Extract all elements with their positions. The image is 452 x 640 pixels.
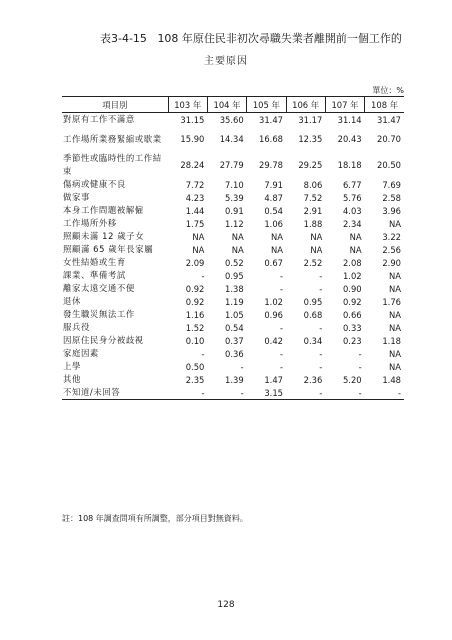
row-label: 對原有工作不滿意: [63, 114, 135, 124]
table-cell: 0.50: [185, 361, 205, 372]
table-cell: 7.10: [225, 179, 244, 190]
page-number: 128: [217, 600, 235, 610]
table-title-line2: 主要原因: [204, 56, 248, 67]
header-year: 106 年: [286, 97, 325, 113]
table-row: [62, 152, 404, 178]
table-cell: 29.78: [259, 160, 283, 170]
header-year: 107 年: [325, 97, 364, 113]
table-cell: 7.91: [264, 179, 283, 190]
table-cell: 0.96: [264, 309, 283, 320]
table-cell: 0.10: [185, 335, 205, 346]
table-cell: 1.19: [225, 296, 244, 307]
table-cell: -: [240, 361, 244, 372]
table-cell: 20.50: [377, 160, 401, 170]
table-cell: 0.92: [185, 283, 205, 294]
table-cell: 18.18: [337, 160, 362, 170]
table-cell: 31.47: [259, 114, 283, 125]
row-label: 發生職災無法工作: [63, 309, 135, 319]
table-row: [62, 217, 404, 230]
table-cell: 14.34: [219, 134, 244, 144]
table-cell: 4.03: [342, 205, 362, 216]
table-cell: 20.43: [337, 134, 362, 144]
table-row: [62, 204, 404, 217]
row-label: 不知道/未回答: [62, 386, 168, 400]
table-cell: -: [358, 361, 362, 372]
row-label: 退休: [63, 296, 81, 306]
table-cell: 1.06: [264, 218, 283, 229]
table-cell: NA: [389, 361, 401, 372]
table-cell: 1.88: [303, 218, 323, 229]
table-row: [62, 295, 404, 308]
table-cell: NA: [389, 348, 401, 359]
table-cell: 0.33: [342, 322, 362, 333]
table-cell: 31.14: [337, 114, 362, 125]
table-cell: -: [207, 386, 246, 400]
table-cell: 0.90: [342, 283, 362, 294]
table-cell: 7.52: [303, 192, 323, 203]
table-row: [62, 243, 404, 256]
table-cell: 0.42: [264, 335, 283, 346]
table-row: [62, 269, 404, 282]
table-cell: NA: [389, 218, 401, 229]
table-row: [62, 347, 404, 360]
table-body: [62, 113, 404, 400]
table-cell: 5.39: [225, 192, 244, 203]
table-cell: 27.79: [219, 160, 244, 170]
table-cell: 16.68: [259, 134, 283, 144]
table-cell: 1.02: [264, 296, 283, 307]
table-cell: -: [279, 322, 283, 333]
table-cell: -: [319, 361, 323, 372]
table-row: [62, 308, 404, 321]
table-cell: 31.17: [298, 114, 323, 125]
table-cell: 29.25: [298, 160, 323, 170]
table-cell: NA: [349, 244, 362, 255]
table-cell: 31.47: [377, 114, 401, 125]
table-cell: -: [201, 348, 205, 359]
table-cell: NA: [231, 231, 244, 242]
table-row: [62, 256, 404, 269]
table-cell: 1.05: [225, 309, 244, 320]
table-cell: 2.56: [382, 244, 401, 255]
table-cell: 0.34: [303, 335, 323, 346]
table-cell: 3.22: [382, 231, 401, 242]
row-label: 其他: [63, 374, 81, 384]
table-cell: -: [319, 270, 323, 281]
table-cell: -: [286, 386, 325, 400]
table-cell: -: [279, 283, 283, 294]
table-cell: NA: [192, 244, 205, 255]
row-label: 課業、準備考試: [63, 270, 126, 280]
table-cell: 5.76: [342, 192, 362, 203]
table-cell: 2.36: [303, 374, 323, 385]
table-row: [62, 334, 404, 347]
table-cell: 15.90: [180, 134, 205, 144]
table-cell: 4.23: [185, 192, 205, 203]
table-cell: 2.91: [303, 205, 323, 216]
table-cell: 0.68: [303, 309, 323, 320]
table-cell: 0.54: [225, 322, 244, 333]
table-title: [100, 30, 420, 46]
table-cell: NA: [389, 322, 401, 333]
row-label: 做家事: [63, 192, 90, 202]
table-row: [62, 282, 404, 295]
table-cell: 1.12: [225, 218, 244, 229]
table-cell: 0.66: [342, 309, 362, 320]
table-cell: NA: [389, 309, 401, 320]
table-cell: -: [325, 386, 364, 400]
table-note: 註：108 年調查問項有所調整，部分項目對無資料。: [62, 514, 248, 523]
table-cell: 1.02: [342, 270, 362, 281]
table-cell: NA: [271, 231, 283, 242]
table-cell: 3.96: [382, 205, 401, 216]
row-label: 服兵役: [63, 322, 90, 332]
header-row: [62, 97, 404, 113]
unit-label: 單位：%: [372, 86, 404, 95]
table-row: [62, 191, 404, 204]
table-cell: NA: [231, 244, 244, 255]
table-cell: 0.95: [225, 270, 244, 281]
table-cell: 2.58: [382, 192, 401, 203]
table-cell: -: [358, 348, 362, 359]
table-cell: -: [319, 348, 323, 359]
table-cell: NA: [310, 244, 323, 255]
table-cell: 12.35: [298, 134, 323, 144]
header-year: 103 年: [168, 97, 207, 113]
header-year: 108 年: [365, 97, 404, 113]
table-cell: 3.15: [247, 386, 286, 400]
row-label: 離家太遠交通不便: [63, 283, 135, 293]
table-cell: -: [319, 322, 323, 333]
table-row: [62, 113, 404, 127]
table-row: [62, 360, 404, 373]
table-number: 表3-4-15: [100, 32, 147, 45]
table-cell: -: [201, 270, 205, 281]
row-label: 上學: [63, 361, 81, 371]
table-cell: 7.69: [382, 179, 401, 190]
table-cell: 7.72: [185, 179, 205, 190]
table-cell: NA: [389, 283, 401, 294]
header-year: 104 年: [207, 97, 246, 113]
table-cell: 4.87: [264, 192, 283, 203]
table-cell: 0.92: [342, 296, 362, 307]
table-cell: -: [279, 270, 283, 281]
table-cell: 1.47: [264, 374, 283, 385]
table-cell: 0.91: [225, 205, 244, 216]
table-cell: 31.15: [180, 114, 205, 125]
table-row: [62, 230, 404, 243]
row-label: 季節性或臨時性的工作結束: [63, 153, 162, 176]
row-label: 因原住民身分被歧視: [63, 335, 144, 345]
table-cell: 0.23: [342, 335, 362, 346]
table-cell: 35.60: [219, 114, 244, 125]
row-label: 照顧滿 65 歲年長家屬: [63, 244, 154, 254]
table-cell: 2.34: [342, 218, 362, 229]
table-cell: 0.37: [225, 335, 244, 346]
table-cell: 1.48: [382, 374, 401, 385]
table-cell: -: [168, 386, 207, 400]
table-cell: 1.52: [185, 322, 205, 333]
table-row: [62, 178, 404, 191]
table-title-text: 108 年原住民非初次尋職失業者離開前一個工作的: [157, 32, 402, 45]
row-label: 本身工作問題被解僱: [63, 205, 144, 215]
table-cell: NA: [389, 270, 401, 281]
table-cell: -: [279, 348, 283, 359]
table-row: [62, 386, 404, 400]
data-table: [62, 96, 404, 400]
table-cell: NA: [192, 231, 205, 242]
table-cell: 1.18: [382, 335, 401, 346]
table-cell: 2.35: [185, 374, 205, 385]
table-cell: 1.44: [185, 205, 205, 216]
table-row: [62, 373, 404, 386]
table-cell: 2.90: [382, 257, 401, 268]
table-cell: NA: [310, 231, 323, 242]
table-cell: 5.20: [342, 374, 362, 385]
table-cell: 0.67: [264, 257, 283, 268]
table-cell: 0.54: [264, 205, 283, 216]
table-cell: -: [365, 386, 404, 400]
table-cell: 0.92: [185, 296, 205, 307]
row-label: 照顧未滿 12 歲子女: [63, 231, 145, 241]
table-cell: 2.52: [303, 257, 323, 268]
table-row: [62, 126, 404, 152]
table-row: [62, 321, 404, 334]
table-cell: 0.95: [303, 296, 323, 307]
row-label: 工作場所業務緊縮或歇業: [63, 133, 162, 144]
table-cell: 2.09: [185, 257, 205, 268]
table-cell: 20.70: [377, 134, 401, 144]
row-label: 傷病或健康不良: [63, 179, 126, 189]
row-label: 工作場所外移: [63, 218, 117, 228]
row-label: 女性結婚或生育: [63, 257, 126, 267]
table-cell: 6.77: [342, 179, 362, 190]
table-cell: -: [319, 283, 323, 294]
table-cell: 1.16: [185, 309, 205, 320]
table-cell: 28.24: [180, 160, 205, 170]
table-cell: NA: [271, 244, 283, 255]
table-cell: -: [279, 361, 283, 372]
table-cell: 1.76: [382, 296, 401, 307]
table-cell: 0.52: [225, 257, 244, 268]
row-label: 家庭因素: [63, 348, 99, 358]
table-cell: 1.38: [225, 283, 244, 294]
header-year: 105 年: [247, 97, 286, 113]
table-cell: 1.39: [225, 374, 244, 385]
table-cell: 8.06: [303, 179, 323, 190]
header-item: 項目別: [62, 97, 168, 113]
table-cell: 0.36: [225, 348, 244, 359]
table-cell: 1.75: [185, 218, 205, 229]
table-cell: 2.08: [342, 257, 362, 268]
table-cell: NA: [349, 231, 362, 242]
